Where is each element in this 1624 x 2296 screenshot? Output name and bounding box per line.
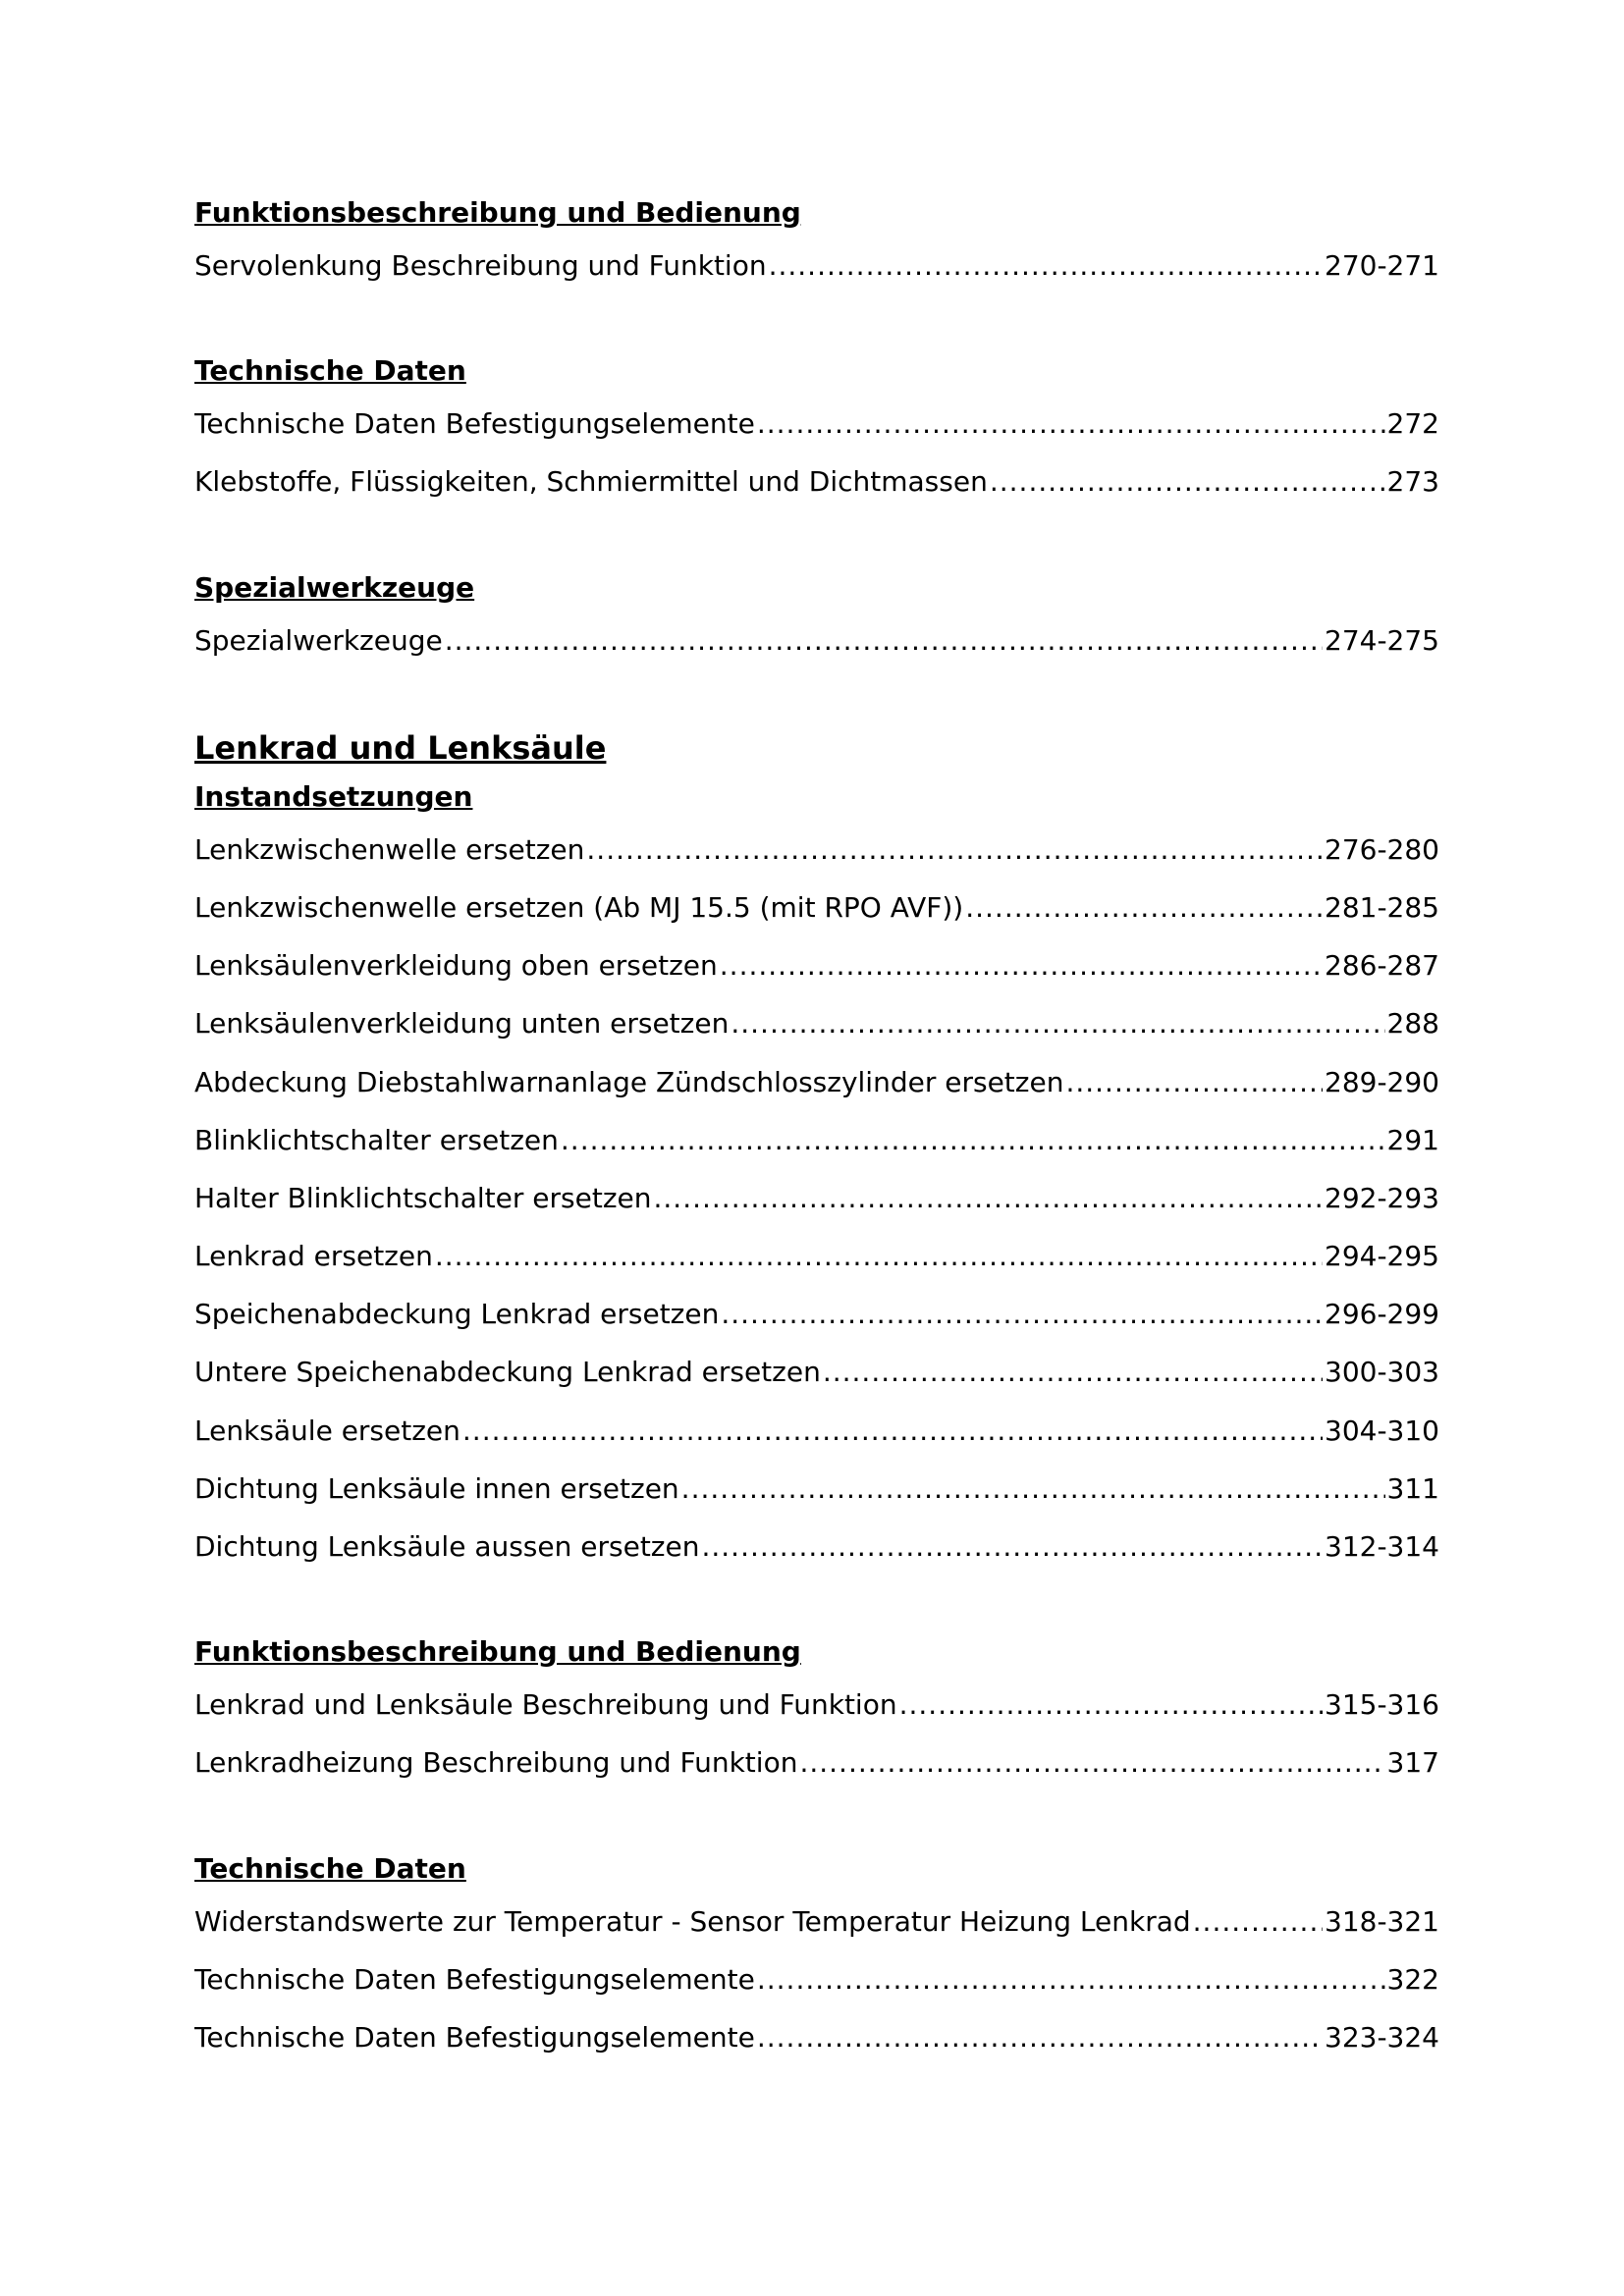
entry-pages: 300-303 xyxy=(1325,1356,1439,1389)
toc-entry[interactable] xyxy=(194,237,1439,294)
entry-pages: 288 xyxy=(1386,1007,1439,1041)
leader-dots xyxy=(1193,1893,1323,1950)
entry-title: Abdeckung Diebstahlwarnanlage Zündschlosszylinder ersetzen xyxy=(194,1065,1064,1098)
toc-entry[interactable] xyxy=(194,1460,1439,1518)
section-heading: Technische Daten xyxy=(194,1851,466,1885)
toc-entry[interactable] xyxy=(194,1518,1439,1575)
entry-pages: 289-290 xyxy=(1325,1065,1439,1098)
entry-title: Halter Blinklichtschalter ersetzen xyxy=(194,1181,652,1214)
entry-pages: 274-275 xyxy=(1325,623,1439,657)
leader-dots xyxy=(965,879,1323,936)
toc-section xyxy=(194,774,1439,1575)
entry-pages: 286-287 xyxy=(1325,949,1439,983)
entry-title: Lenksäulenverkleidung oben ersetzen xyxy=(194,949,718,983)
entry-pages: 273 xyxy=(1386,465,1439,499)
toc-entry[interactable] xyxy=(194,994,1439,1052)
entry-title: Lenkzwischenwelle ersetzen (Ab MJ 15.5 (mit RPO AVF)) xyxy=(194,890,964,924)
toc-entry[interactable] xyxy=(194,1343,1439,1401)
entry-pages: 304-310 xyxy=(1325,1414,1439,1447)
entry-title: Lenkrad ersetzen xyxy=(194,1240,433,1273)
toc-entry[interactable] xyxy=(194,1111,1439,1169)
entry-pages: 292-293 xyxy=(1325,1181,1439,1214)
toc-entry[interactable] xyxy=(194,1676,1439,1734)
entry-pages: 276-280 xyxy=(1325,832,1439,866)
leader-dots xyxy=(990,453,1385,510)
leader-dots xyxy=(731,994,1384,1052)
section-heading: Technische Daten xyxy=(194,354,466,388)
toc-entry[interactable] xyxy=(194,879,1439,936)
toc-section xyxy=(194,1629,1439,1791)
entry-title: Speichenabdeckung Lenkrad ersetzen xyxy=(194,1298,720,1331)
toc-entry[interactable] xyxy=(194,453,1439,510)
toc-chapter xyxy=(194,722,1439,2066)
entry-pages: 281-285 xyxy=(1325,890,1439,924)
leader-dots xyxy=(769,237,1323,294)
toc-entry[interactable] xyxy=(194,1169,1439,1227)
leader-dots xyxy=(681,1460,1385,1518)
entry-pages: 311 xyxy=(1386,1471,1439,1505)
toc-entry[interactable] xyxy=(194,821,1439,879)
leader-dots xyxy=(1065,1053,1323,1111)
entry-pages: 323-324 xyxy=(1325,2020,1439,2054)
toc-entry[interactable] xyxy=(194,1734,1439,1791)
toc-section xyxy=(194,347,1439,510)
leader-dots xyxy=(757,1950,1385,2008)
entry-title: Spezialwerkzeuge xyxy=(194,623,443,657)
entry-title: Lenksäulenverkleidung unten ersetzen xyxy=(194,1007,730,1041)
toc-entry[interactable] xyxy=(194,395,1439,453)
toc-section xyxy=(194,1845,1439,2067)
leader-dots xyxy=(561,1111,1385,1169)
entry-pages: 294-295 xyxy=(1325,1240,1439,1273)
toc-entry[interactable] xyxy=(194,936,1439,994)
entry-title: Technische Daten Befestigungselemente xyxy=(194,2020,755,2054)
toc-entry[interactable] xyxy=(194,1950,1439,2008)
section-heading: Funktionsbeschreibung und Bedienung xyxy=(194,1635,801,1669)
entry-pages: 312-314 xyxy=(1325,1530,1439,1563)
toc-entry[interactable] xyxy=(194,2008,1439,2066)
entry-title: Dichtung Lenksäule innen ersetzen xyxy=(194,1471,679,1505)
toc-section xyxy=(194,564,1439,669)
chapter-title: Lenkrad und Lenksäule xyxy=(194,728,607,767)
leader-dots xyxy=(757,395,1385,453)
entry-title: Untere Speichenabdeckung Lenkrad ersetzen xyxy=(194,1356,821,1389)
entry-title: Servolenkung Beschreibung und Funktion xyxy=(194,249,767,282)
leader-dots xyxy=(654,1169,1324,1227)
table-of-contents xyxy=(194,189,1439,2119)
leader-dots xyxy=(899,1676,1323,1734)
leader-dots xyxy=(586,821,1323,879)
section-heading: Spezialwerkzeuge xyxy=(194,570,475,604)
entry-pages: 322 xyxy=(1386,1962,1439,1996)
entry-title: Lenkradheizung Beschreibung und Funktion xyxy=(194,1746,798,1780)
toc-entry[interactable] xyxy=(194,1402,1439,1460)
entry-pages: 272 xyxy=(1386,407,1439,441)
leader-dots xyxy=(445,612,1323,669)
entry-title: Lenkrad und Lenksäule Beschreibung und Funktion xyxy=(194,1688,897,1722)
toc-entry[interactable] xyxy=(194,612,1439,669)
leader-dots xyxy=(799,1734,1384,1791)
entry-pages: 296-299 xyxy=(1325,1298,1439,1331)
entry-title: Blinklichtschalter ersetzen xyxy=(194,1123,559,1156)
toc-entry[interactable] xyxy=(194,1285,1439,1343)
entry-title: Klebstoffe, Flüssigkeiten, Schmiermittel und Dichtmassen xyxy=(194,465,988,499)
entry-pages: 315-316 xyxy=(1325,1688,1439,1722)
leader-dots xyxy=(823,1343,1323,1401)
entry-pages: 318-321 xyxy=(1325,1904,1439,1938)
entry-title: Lenksäule ersetzen xyxy=(194,1414,460,1447)
toc-section xyxy=(194,189,1439,294)
leader-dots xyxy=(701,1518,1323,1575)
leader-dots xyxy=(757,2008,1323,2066)
entry-pages: 270-271 xyxy=(1325,249,1439,282)
leader-dots xyxy=(462,1402,1323,1460)
entry-title: Lenkzwischenwelle ersetzen xyxy=(194,832,585,866)
toc-entry[interactable] xyxy=(194,1893,1439,1950)
section-heading: Instandsetzungen xyxy=(194,779,473,813)
toc-entry[interactable] xyxy=(194,1227,1439,1285)
section-heading: Funktionsbeschreibung und Bedienung xyxy=(194,196,801,229)
entry-pages: 291 xyxy=(1386,1123,1439,1156)
leader-dots xyxy=(720,936,1323,994)
toc-entry[interactable] xyxy=(194,1053,1439,1111)
leader-dots xyxy=(435,1227,1323,1285)
leader-dots xyxy=(721,1285,1323,1343)
entry-pages: 317 xyxy=(1386,1746,1439,1780)
entry-title: Widerstandswerte zur Temperatur - Sensor Temperatur Heizung Lenkrad xyxy=(194,1904,1191,1938)
entry-title: Technische Daten Befestigungselemente xyxy=(194,1962,755,1996)
entry-title: Technische Daten Befestigungselemente xyxy=(194,407,755,441)
entry-title: Dichtung Lenksäule aussen ersetzen xyxy=(194,1530,700,1563)
